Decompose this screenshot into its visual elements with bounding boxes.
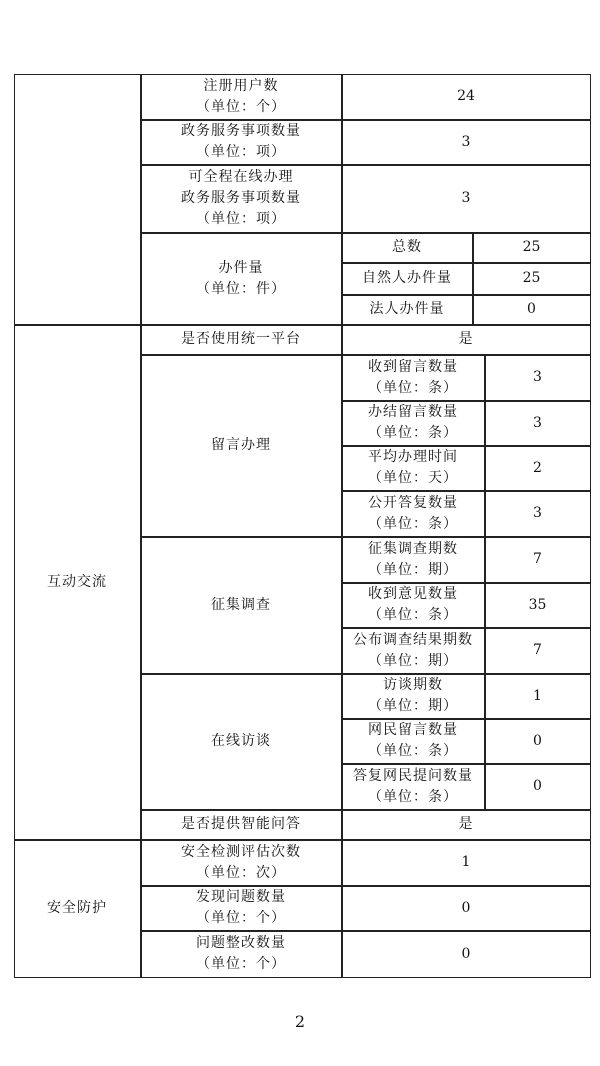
value-cell: 35 [485,583,591,628]
value-cell: 0 [342,931,591,978]
page-number: 2 [294,1012,306,1031]
value-cell: 3 [485,355,591,401]
sublabel-cell: 总数 [342,233,473,263]
group-label-cell: 征集调查 [141,537,342,674]
value-cell: 0 [485,764,591,810]
section-cell-service [14,74,141,325]
value-cell: 0 [473,295,591,325]
label-cell: 办件量 （单位：件） [141,233,342,325]
sublabel-cell: 征集调查期数 （单位：期） [342,537,485,583]
label-cell: 注册用户数 （单位：个） [141,74,342,120]
label-cell: 可全程在线办理 政务服务事项数量 （单位：项） [141,165,342,233]
value-cell: 0 [485,719,591,764]
value-cell: 是 [342,325,591,355]
sublabel-cell: 办结留言数量 （单位：条） [342,401,485,446]
label-cell: 政务服务事项数量 （单位：项） [141,120,342,165]
sublabel-cell: 收到意见数量 （单位：条） [342,583,485,628]
sublabel-cell: 答复网民提问数量 （单位：条） [342,764,485,810]
value-cell: 3 [485,491,591,537]
label-cell: 是否提供智能问答 [141,810,342,840]
value-cell: 是 [342,810,591,840]
value-cell: 25 [473,233,591,263]
value-cell: 7 [485,628,591,674]
label-cell: 发现问题数量 （单位：个） [141,886,342,931]
section-label: 安全防护 [47,900,107,916]
value-cell: 3 [485,401,591,446]
sublabel-cell: 自然人办件量 [342,263,473,295]
sublabel-cell: 法人办件量 [342,295,473,325]
sublabel-cell: 收到留言数量 （单位：条） [342,355,485,401]
value-cell: 1 [485,674,591,719]
sublabel-cell: 公开答复数量 （单位：条） [342,491,485,537]
sublabel-cell: 平均办理时间 （单位：天） [342,446,485,491]
label-cell: 问题整改数量 （单位：个） [141,931,342,978]
group-label-cell: 在线访谈 [141,674,342,810]
value-cell: 7 [485,537,591,583]
sublabel-cell: 网民留言数量 （单位：条） [342,719,485,764]
section-cell-security [14,840,141,978]
value-cell: 2 [485,446,591,491]
group-label-cell: 留言办理 [141,355,342,537]
sublabel-cell: 公布调查结果期数 （单位：期） [342,628,485,674]
value-cell: 3 [342,165,591,233]
value-cell: 3 [342,120,591,165]
value-cell: 24 [342,74,591,120]
value-cell: 1 [342,840,591,886]
value-cell: 0 [342,886,591,931]
sublabel-cell: 访谈期数 （单位：期） [342,674,485,719]
section-cell-interaction [14,325,141,840]
value-cell: 25 [473,263,591,295]
section-label: 互动交流 [47,573,107,590]
label-cell: 安全检测评估次数 （单位：次） [141,840,342,886]
label-cell: 是否使用统一平台 [141,325,342,355]
